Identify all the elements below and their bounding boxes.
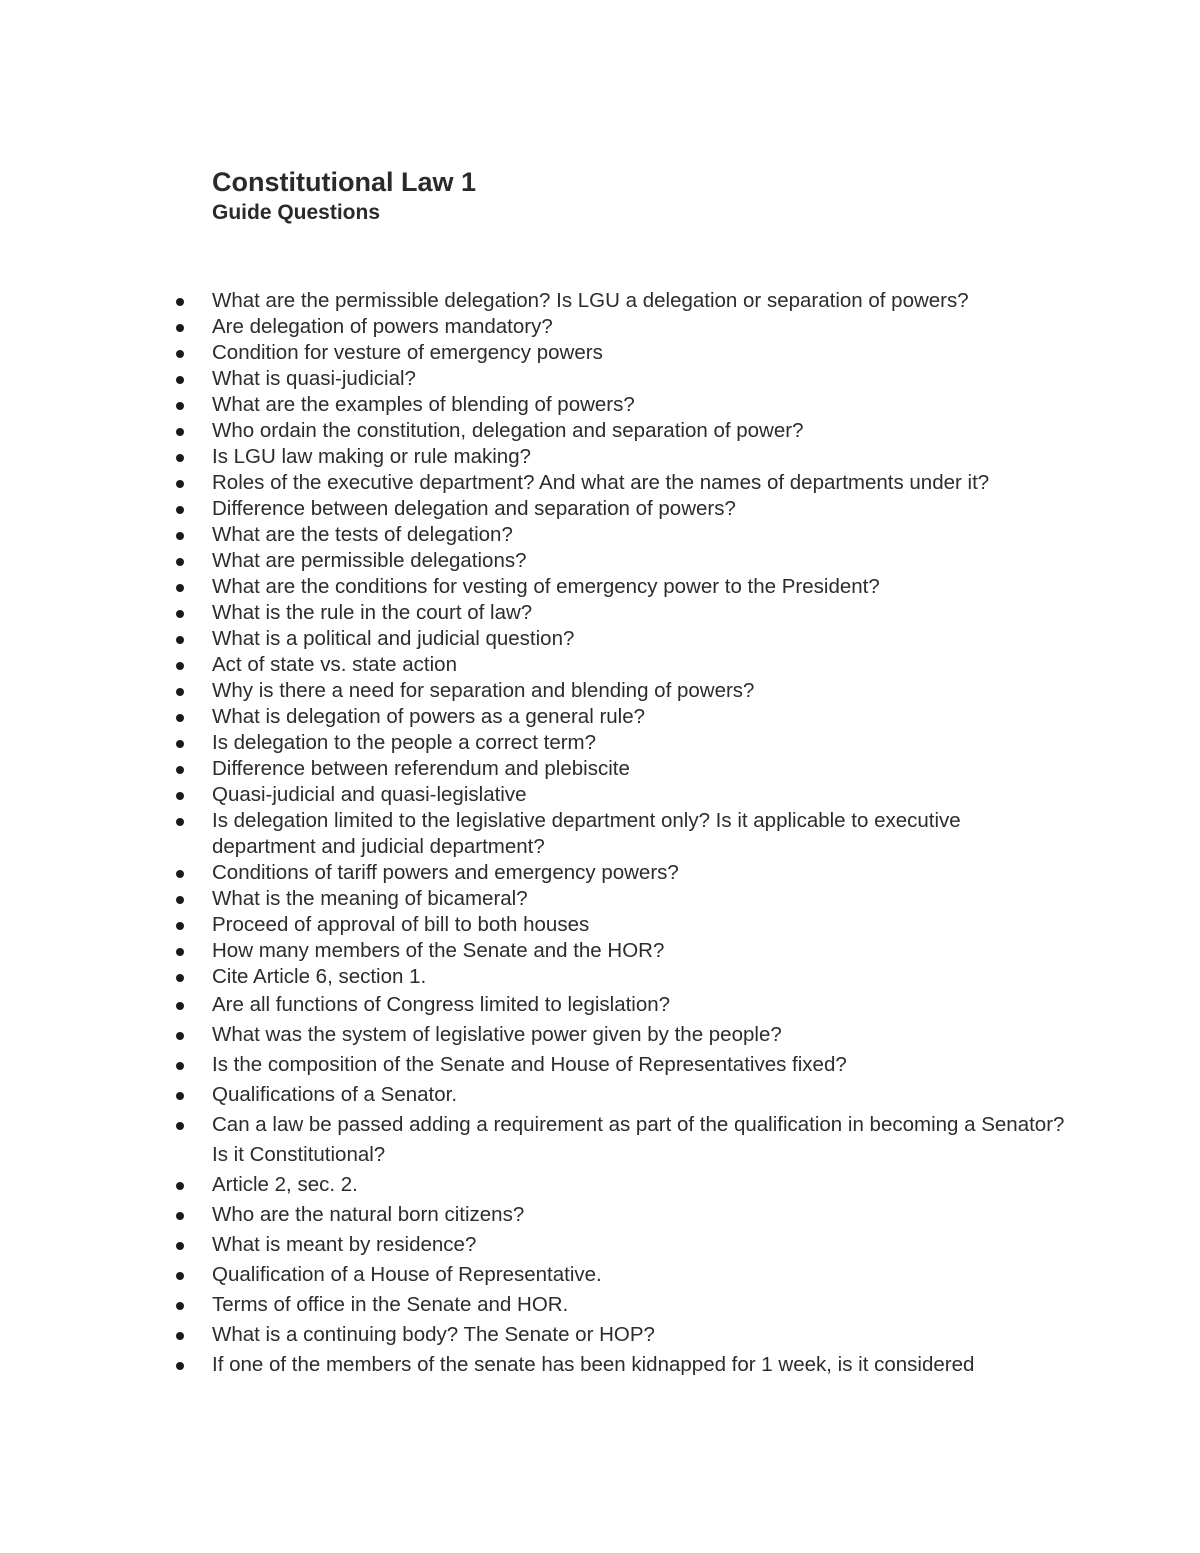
question-text: Is delegation to the people a correct term? [212,731,597,754]
question-text: What is the rule in the court of law? [212,601,533,624]
question-item [0,938,1200,964]
question-text: Is LGU law making or rule making? [212,445,532,468]
question-text: What are the examples of blending of powers? [212,393,635,416]
question-list [0,288,1200,1380]
question-text: Roles of the executive department? And what are the names of departments under it? [212,471,990,494]
question-text: What is delegation of powers as a general rule? [212,705,646,728]
question-item [0,522,1200,548]
question-text: Act of state vs. state action [212,653,457,676]
question-text: What are permissible delegations? [212,549,527,572]
question-text: What is a continuing body? The Senate or HOP? [212,1323,655,1346]
question-text: Condition for vesture of emergency powers [212,341,603,364]
question-text: Qualification of a House of Representative. [212,1263,602,1286]
question-item [0,1020,1200,1050]
question-item [0,496,1200,522]
question-text: Are all functions of Congress limited to legislation? [212,993,671,1016]
question-item [0,288,1200,314]
question-item [0,1290,1200,1320]
question-item [0,600,1200,626]
question-item [0,1110,1200,1170]
question-item [0,756,1200,782]
question-item [0,1350,1200,1380]
question-item [0,1080,1200,1110]
question-item [0,1320,1200,1350]
question-item [0,574,1200,600]
question-item [0,964,1200,990]
question-text: Can a law be passed adding a requirement as part of the qualification in becoming a Senator? Is it Constitutional? [212,1113,1065,1166]
question-text: What are the permissible delegation? Is LGU a delegation or separation of powers? [212,289,969,312]
question-text: What is a political and judicial question? [212,627,575,650]
question-text: Are delegation of powers mandatory? [212,315,553,338]
question-text: Is the composition of the Senate and House of Representatives fixed? [212,1053,847,1076]
question-text: How many members of the Senate and the HOR? [212,939,665,962]
question-item [0,990,1200,1020]
question-text: Difference between referendum and plebiscite [212,757,630,780]
question-item [0,1050,1200,1080]
question-item [0,314,1200,340]
question-item [0,470,1200,496]
question-text: Is delegation limited to the legislative department only? Is it applicable to executive department and judicial department? [212,809,961,858]
question-item [0,366,1200,392]
question-text: What are the tests of delegation? [212,523,513,546]
question-text: Why is there a need for separation and blending of powers? [212,679,755,702]
question-text: What is meant by residence? [212,1233,477,1256]
question-text: What is quasi-judicial? [212,367,416,390]
question-item [0,444,1200,470]
question-item [0,1200,1200,1230]
question-text: Conditions of tariff powers and emergency powers? [212,861,679,884]
question-text: Quasi-judicial and quasi-legislative [212,783,527,806]
question-text: Who are the natural born citizens? [212,1203,525,1226]
question-text: Terms of office in the Senate and HOR. [212,1293,569,1316]
question-text: What is the meaning of bicameral? [212,887,528,910]
document-subtitle: Guide Questions [212,201,381,224]
question-text: Cite Article 6, section 1. [212,965,427,988]
question-item [0,418,1200,444]
question-item [0,886,1200,912]
question-item [0,1230,1200,1260]
question-item [0,860,1200,886]
question-item [0,704,1200,730]
question-item [0,652,1200,678]
question-text: Article 2, sec. 2. [212,1173,358,1196]
question-item [0,626,1200,652]
question-item [0,548,1200,574]
question-item [0,782,1200,808]
question-text: Proceed of approval of bill to both houses [212,913,590,936]
question-item [0,1260,1200,1290]
question-text: Difference between delegation and separation of powers? [212,497,736,520]
question-item [0,912,1200,938]
document-title: Constitutional Law 1 [212,167,477,197]
question-text: If one of the members of the senate has been kidnapped for 1 week, is it considered [212,1353,975,1376]
question-item [0,1170,1200,1200]
question-item [0,730,1200,756]
question-item [0,340,1200,366]
question-text: Who ordain the constitution, delegation and separation of power? [212,419,804,442]
question-text: Qualifications of a Senator. [212,1083,458,1106]
question-item [0,678,1200,704]
question-item [0,392,1200,418]
question-item [0,808,1200,860]
question-text: What was the system of legislative power given by the people? [212,1023,782,1046]
question-text: What are the conditions for vesting of emergency power to the President? [212,575,880,598]
